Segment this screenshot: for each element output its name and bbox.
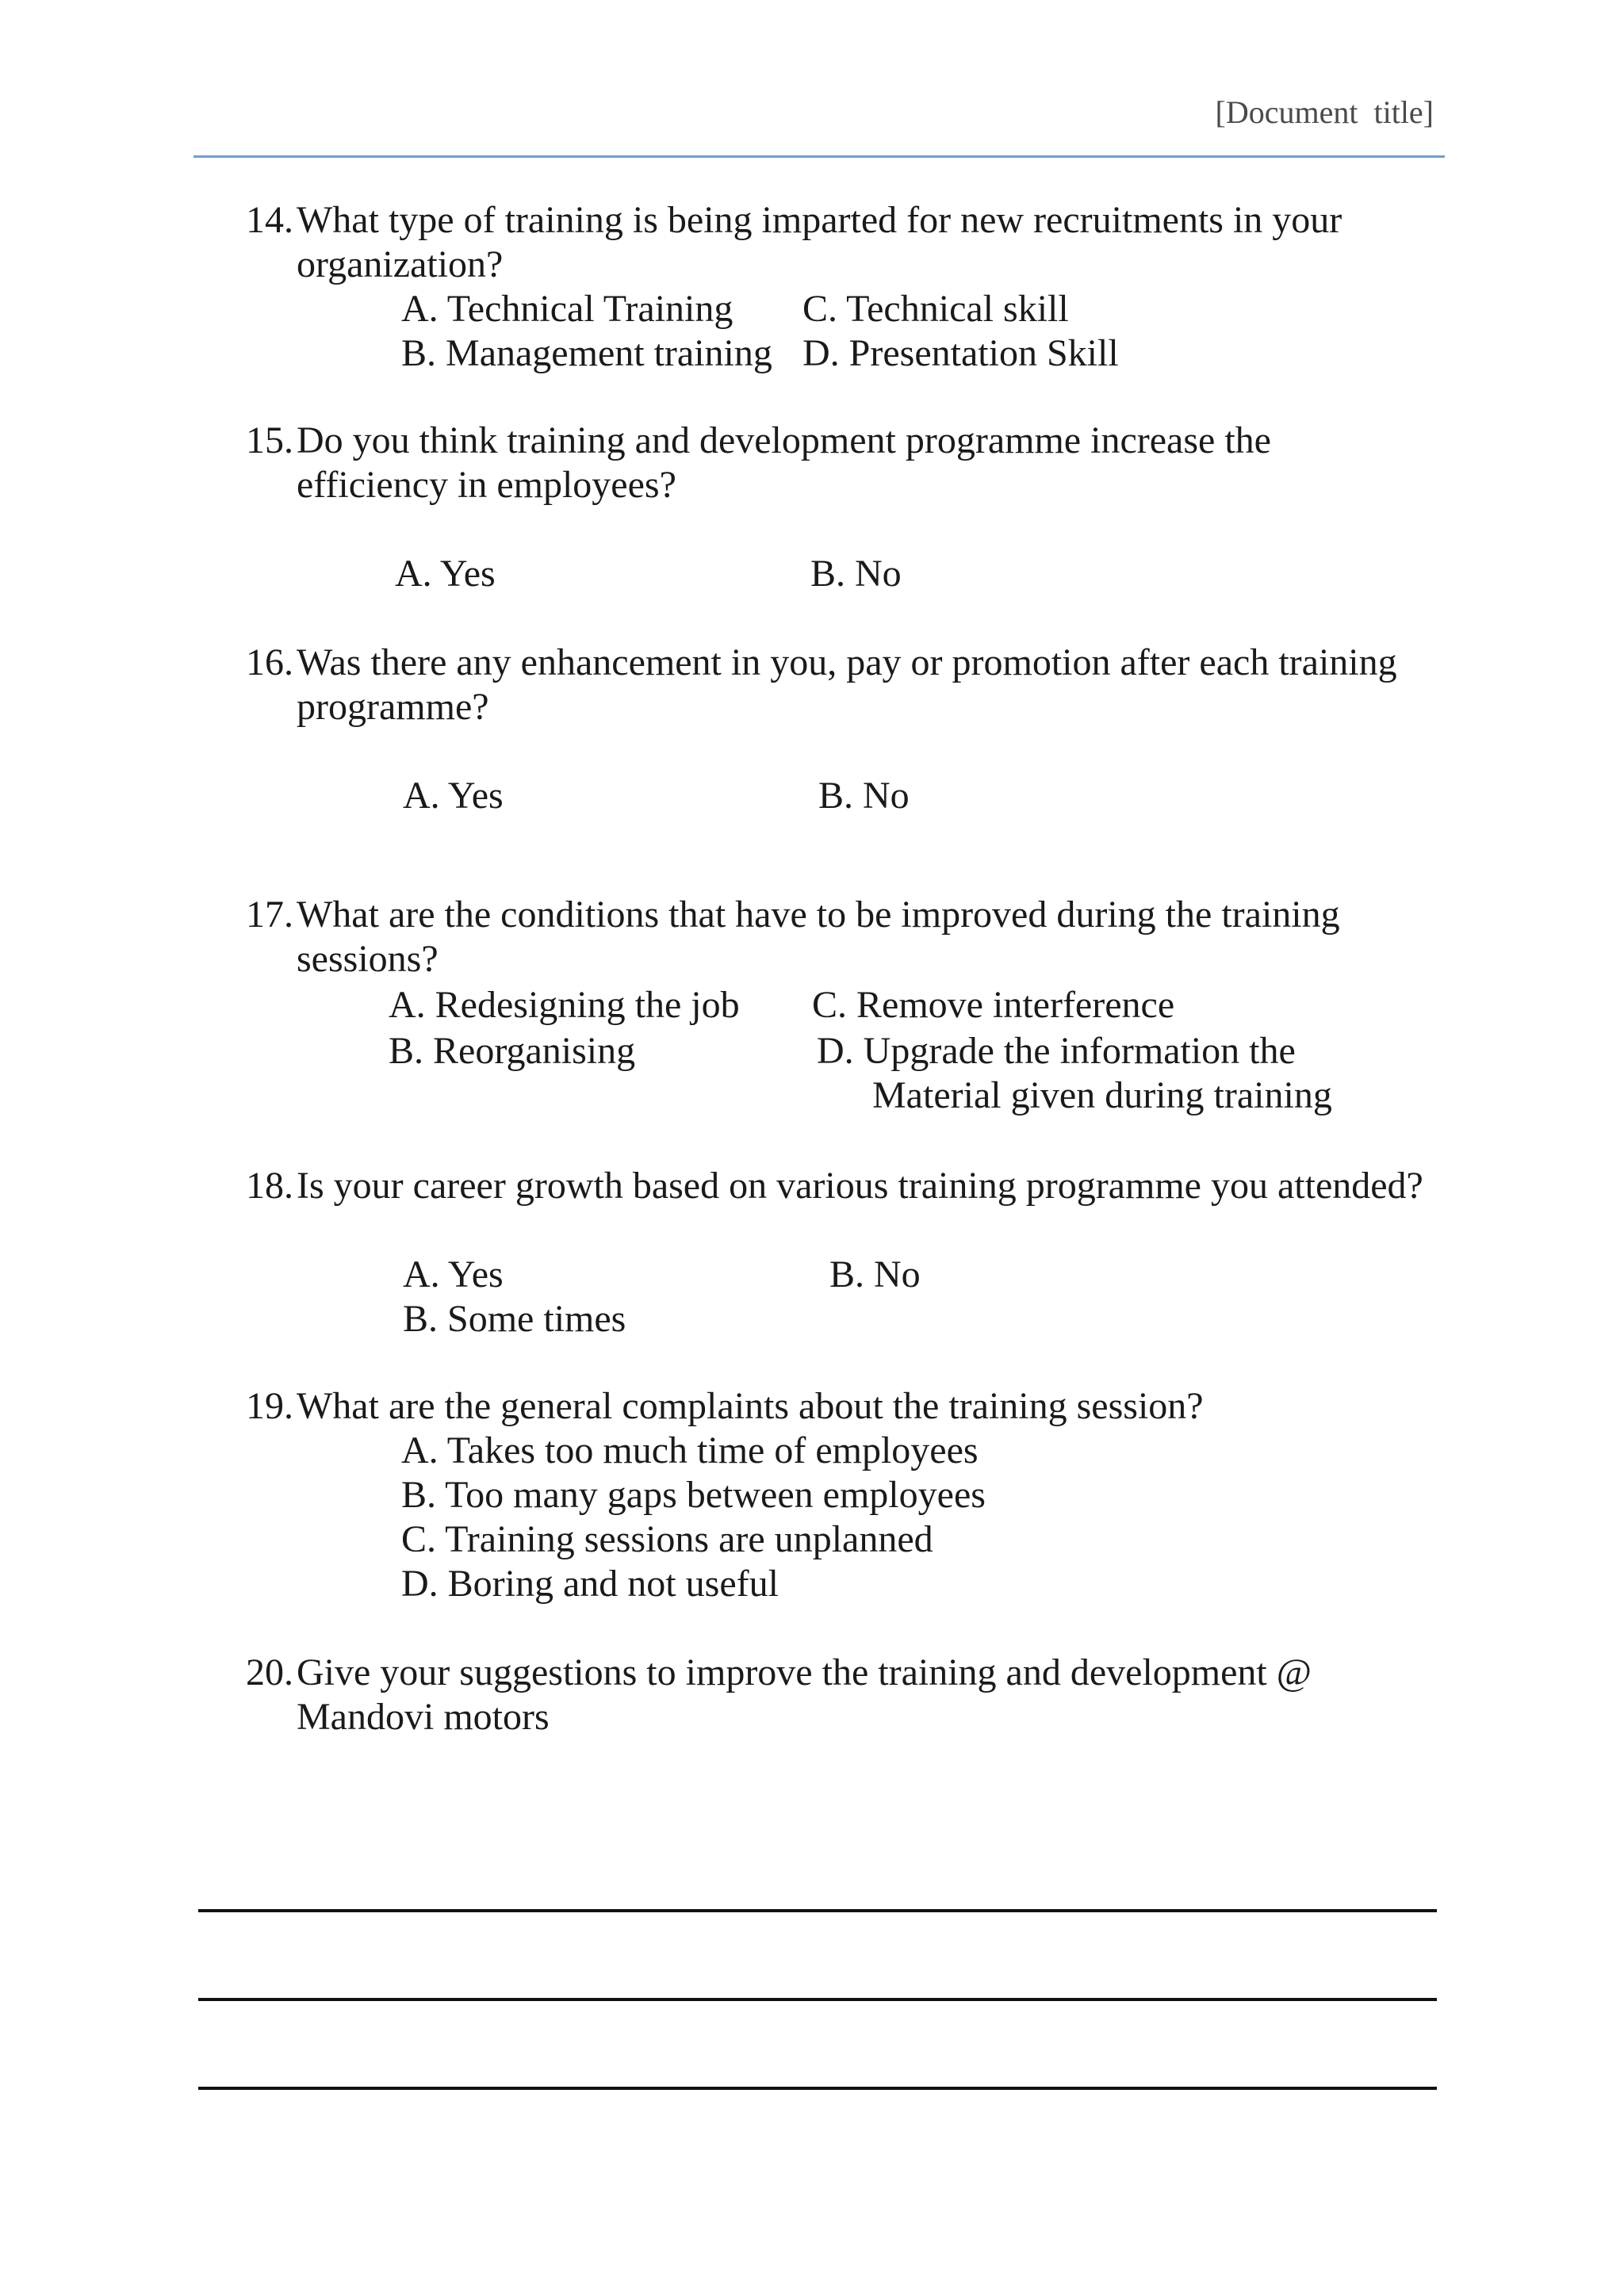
question-number: 17. (246, 894, 293, 936)
option-d: D. Upgrade the information the (817, 1030, 1296, 1072)
question-number: 18. (246, 1165, 293, 1207)
answer-line[interactable] (198, 1998, 1437, 2001)
question-text-line: Is your career growth based on various training programme you attended? (297, 1165, 1423, 1207)
question-text-line: Was there any enhancement in you, pay or promotion after each training (297, 641, 1397, 683)
question-text-line: sessions? (297, 938, 439, 980)
question-text-line: Mandovi motors (297, 1696, 550, 1738)
option-b: B. Too many gaps between employees (401, 1474, 986, 1516)
question-number: 20. (246, 1651, 293, 1693)
option-a: A. Takes too much time of employees (401, 1429, 979, 1471)
option-a: A. Yes (395, 553, 496, 595)
question-text-line: What are the conditions that have to be improved during the training (297, 894, 1340, 936)
option-a: A. Yes (403, 1253, 504, 1295)
option-a: A. Yes (403, 775, 504, 817)
option-b: B. Management training (401, 332, 772, 374)
question-number: 19. (246, 1385, 293, 1427)
question-text-line: Do you think training and development programme increase the (297, 419, 1271, 461)
answer-line[interactable] (198, 2087, 1437, 2090)
option-a: A. Technical Training (401, 288, 733, 330)
question-text-line: What are the general complaints about the training session? (297, 1385, 1204, 1427)
question-text-line: What type of training is being imparted for new recruitments in your (297, 199, 1342, 241)
option-a: A. Redesigning the job (389, 984, 740, 1026)
option-c: C. Remove interference (812, 984, 1175, 1026)
answer-line[interactable] (198, 1909, 1437, 1912)
option-b: B. No (810, 553, 902, 595)
question-number: 16. (246, 641, 293, 683)
question-text-line: Give your suggestions to improve the training and development @ (297, 1651, 1312, 1693)
question-number: 14. (246, 199, 293, 241)
header-document-title: [Document title] (1215, 94, 1434, 130)
option-b: B. No (818, 775, 910, 817)
question-number: 15. (246, 419, 293, 461)
option-b: B. No (829, 1253, 921, 1295)
option-c: C. Training sessions are unplanned (401, 1518, 933, 1560)
question-text-line: organization? (297, 243, 504, 285)
option-b: B. Reorganising (389, 1030, 636, 1072)
option-d: D. Boring and not useful (401, 1563, 779, 1605)
option-b-some-times: B. Some times (403, 1298, 626, 1340)
question-text-line: efficiency in employees? (297, 464, 676, 506)
option-d-continued: Material given during training (872, 1074, 1332, 1116)
question-text-line: programme? (297, 686, 489, 728)
option-c: C. Technical skill (802, 288, 1069, 330)
option-d: D. Presentation Skill (802, 332, 1119, 374)
header-divider (193, 155, 1445, 158)
